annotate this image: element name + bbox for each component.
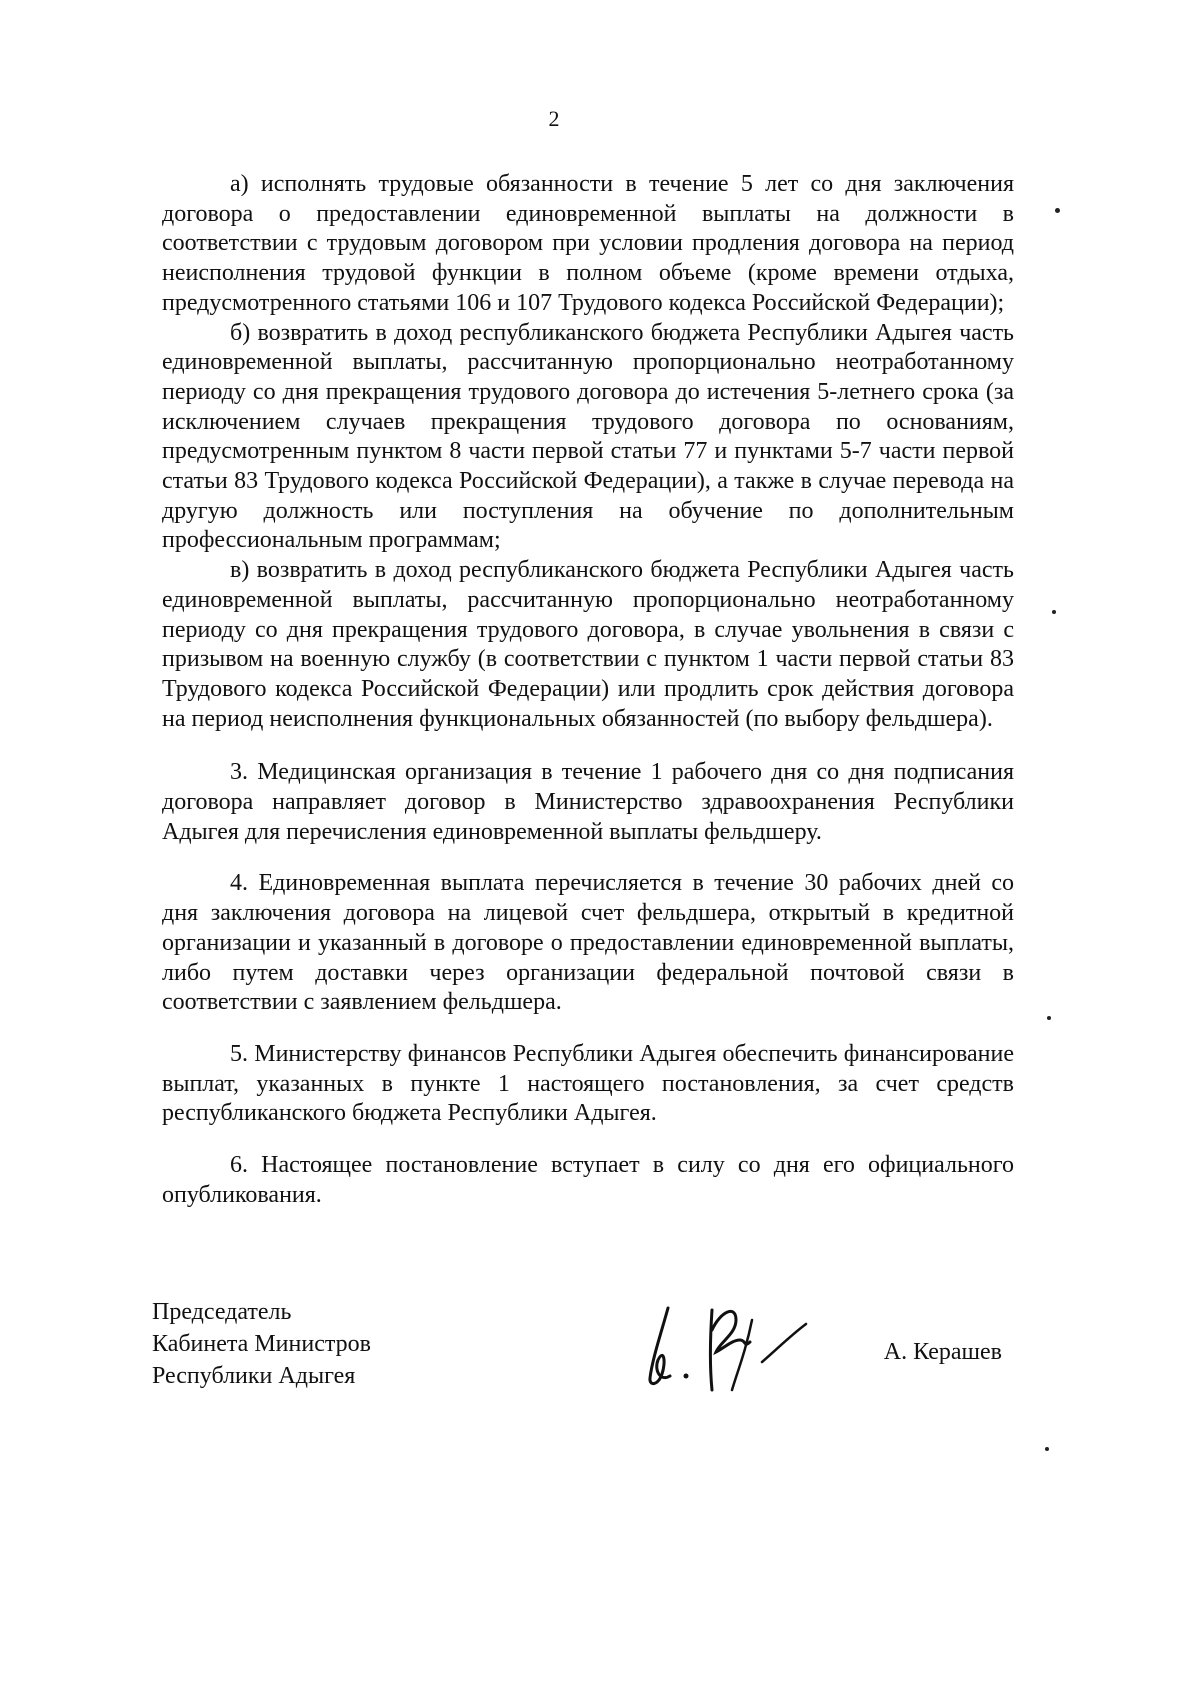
scan-speck [1055,208,1060,213]
paragraph-6: 6. Настоящее постановление вступает в силу со дня его официального опубликования. [162,1152,1014,1208]
paragraph-v: в) возвратить в доход республиканского бюджета Республики Адыгея часть единовременной выплаты, рассчитанную пропорционально неотработанному периоду со дня прекращения трудового договора, в случае увольнения в связи с призывом на военную службу (в соответствии с пунктом 1 части первой статьи 83 Трудового кодекса Российской Федерации) или продлить срок действия договора на период неисполнения функциональных обязанностей (по выбору фельдшера). [162,557,1014,732]
signatory-title-line: Республики Адыгея [152,1363,356,1389]
paragraph-3: 3. Медицинская организация в течение 1 рабочего дня со дня подписания договора направляет договор в Министерство здравоохранения Республики Адыгея для перечисления единовременной выплаты фельдшеру. [162,759,1014,845]
signer-name: А. Керашев [883,1339,1002,1365]
scan-speck [1045,1447,1049,1451]
scan-speck [1047,1016,1051,1020]
page-number: 2 [548,106,560,131]
scan-speck [1052,610,1056,614]
handwritten-signature [640,1290,810,1400]
signatory-title [152,1296,371,1392]
paragraph-4: 4. Единовременная выплата перечисляется в течение 30 рабочих дней со дня заключения договора на лицевой счет фельдшера, открытый в кредитной организации и указанный в договоре о предоставлении единовременной выплаты, либо путем доставки через организации федеральной почтовой связи в соответствии с заявлением фельдшера. [162,870,1014,1016]
document-body [162,170,1014,1211]
paragraph-a: а) исполнять трудовые обязанности в течение 5 лет со дня заключения договора о предоставлении единовременной выплаты на должности в соответствии с трудовым договором при условии продления договора на период неисполнения трудовой функции в полном объеме (кроме времени отдыха, предусмотренного статьями 106 и 107 Трудового кодекса Российской Федерации); [162,171,1014,316]
paragraph-b: б) возвратить в доход республиканского бюджета Республики Адыгея часть единовременной выплаты, рассчитанную пропорционально неотработанному периоду со дня прекращения трудового договора до истечения 5-летнего срока (за исключением случаев прекращения трудового договора по основаниям, предусмотренным пунктом 8 части первой статьи 77 и пунктами 5-7 части первой статьи 83 Трудового кодекса Российской Федерации), а также в случае перевода на другую должность или поступления на обучение по дополнительным профессиональным программам; [162,319,1014,554]
signatory-title-line: Кабинета Министров [152,1331,371,1357]
paragraph-5: 5. Министерству финансов Республики Адыгея обеспечить финансирование выплат, указанных в пункте 1 настоящего постановления, за счет средств республиканского бюджета Республики Адыгея. [162,1040,1014,1127]
signatory-title-line: Председатель [152,1299,292,1325]
